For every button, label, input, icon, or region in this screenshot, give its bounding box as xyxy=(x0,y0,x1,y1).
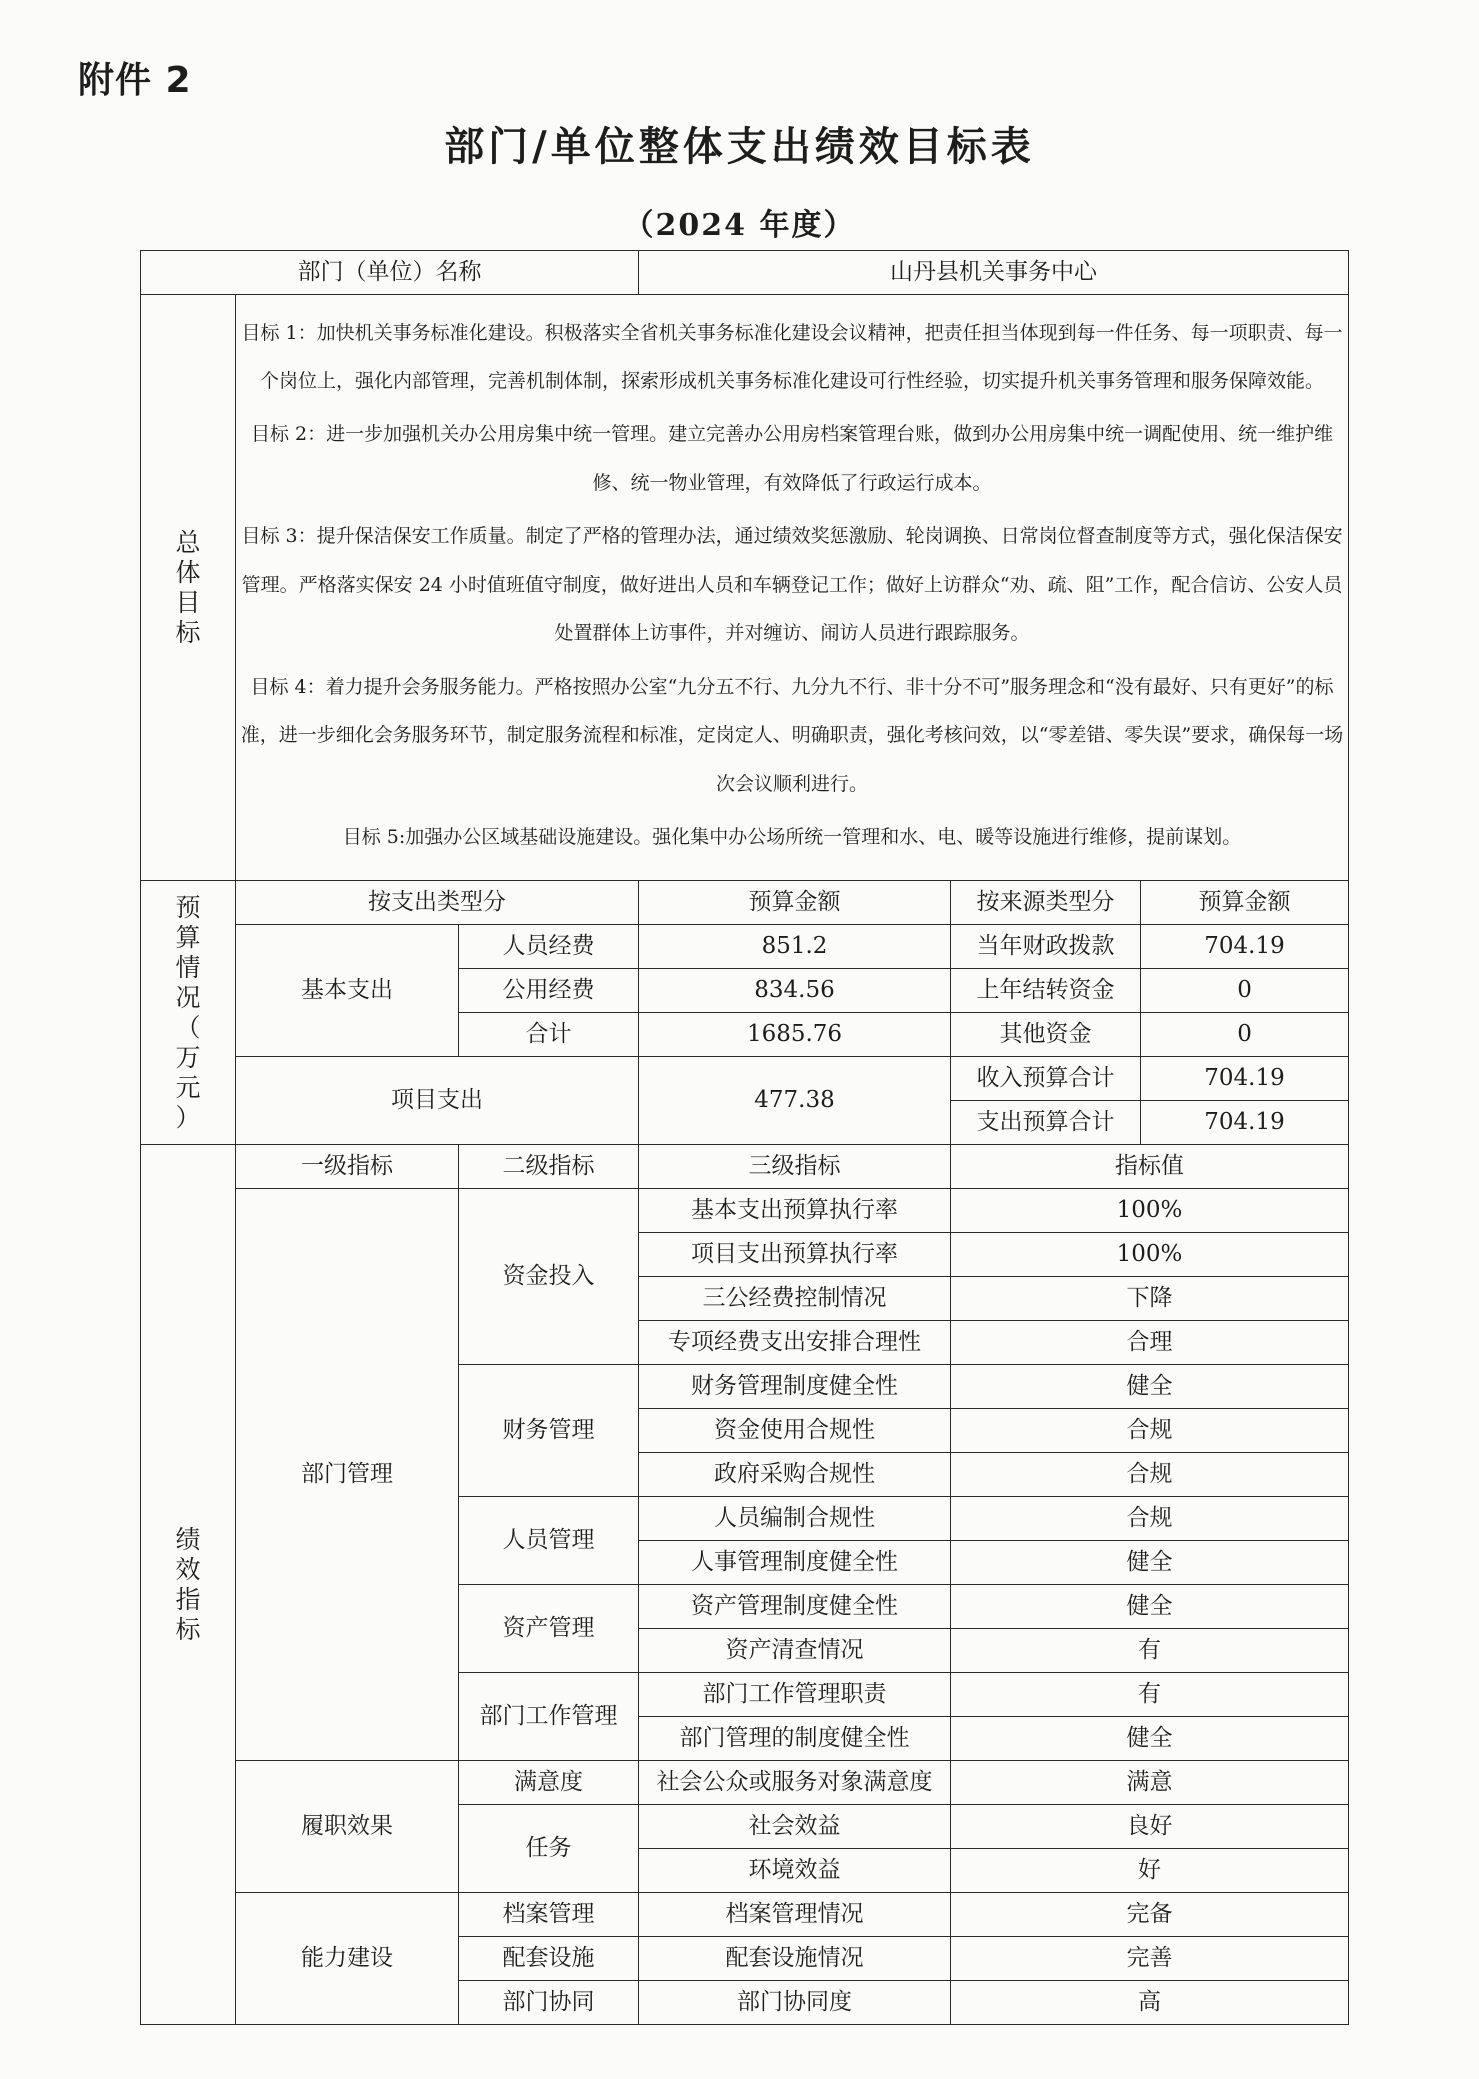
source-value: 704.19 xyxy=(1141,1101,1349,1145)
budget-col-amount: 预算金额 xyxy=(639,881,951,925)
perf-level3: 人事管理制度健全性 xyxy=(639,1541,951,1585)
perf-level3: 资金使用合规性 xyxy=(639,1409,951,1453)
goal-item: 目标 4：着力提升会务服务能力。严格按照办公室“九分五不行、九分九不行、非十分不可”服务理念和“没有最好、只有更好”的标准，进一步细化会务服务环节，制定服务流程和标准，定岗定人、明确职责，强化考核问效，以“零差错、零失误”要求，确保每一场次会议顺利进行。 xyxy=(240,675,1344,795)
perf-value: 下降 xyxy=(951,1277,1349,1321)
project-expense-label: 项目支出 xyxy=(236,1057,639,1145)
personnel-value: 851.2 xyxy=(639,925,951,969)
budget-col-by-source: 按来源类型分 xyxy=(951,881,1141,925)
section-label-char: 目 xyxy=(175,587,201,617)
budget-section-label xyxy=(141,881,236,1145)
perf-level3: 资产清查情况 xyxy=(639,1629,951,1673)
section-label-char: 总 xyxy=(175,527,201,557)
goals-row xyxy=(141,295,1349,881)
section-label-char: 算 xyxy=(175,922,201,952)
perf-row xyxy=(141,1761,1349,1805)
perf-level3: 基本支出预算执行率 xyxy=(639,1189,951,1233)
perf-header-row xyxy=(141,1145,1349,1189)
perf-level3: 财务管理制度健全性 xyxy=(639,1365,951,1409)
perf-level3: 档案管理情况 xyxy=(639,1893,951,1937)
perf-value: 100% xyxy=(951,1233,1349,1277)
source-label: 支出预算合计 xyxy=(951,1101,1141,1145)
budget-row xyxy=(141,925,1349,969)
perf-level1: 能力建设 xyxy=(236,1893,459,2025)
perf-level3: 社会公众或服务对象满意度 xyxy=(639,1761,951,1805)
perf-value: 有 xyxy=(951,1673,1349,1717)
source-label: 当年财政拨款 xyxy=(951,925,1141,969)
perf-level2: 部门工作管理 xyxy=(459,1673,639,1761)
goals-section-label xyxy=(141,295,236,881)
section-label-char: 效 xyxy=(175,1554,201,1584)
source-label: 其他资金 xyxy=(951,1013,1141,1057)
perf-level3: 部门管理的制度健全性 xyxy=(639,1717,951,1761)
subtotal-value: 1685.76 xyxy=(639,1013,951,1057)
perf-level3: 专项经费支出安排合理性 xyxy=(639,1321,951,1365)
perf-value: 好 xyxy=(951,1849,1349,1893)
goal-item: 目标 1：加快机关事务标准化建设。积极落实全省机关事务标准化建设会议精神，把责任担当体现到每一件任务、每一项职责、每一个岗位上，强化内部管理，完善机制体制，探索形成机关事务标准化建设可行性经验，切实提升机关事务管理和服务保障效能。 xyxy=(241,321,1343,393)
perf-value: 有 xyxy=(951,1629,1349,1673)
budget-col-source-amount: 预算金额 xyxy=(1141,881,1349,925)
section-label-char: 情 xyxy=(175,952,201,982)
perf-level1: 部门管理 xyxy=(236,1189,459,1761)
section-label-char: 万 xyxy=(175,1042,201,1072)
section-label-char: 标 xyxy=(175,1614,201,1644)
perf-level2: 人员管理 xyxy=(459,1497,639,1585)
perf-level2: 资金投入 xyxy=(459,1189,639,1365)
source-label: 上年结转资金 xyxy=(951,969,1141,1013)
page-title: 部门/单位整体支出绩效目标表 xyxy=(444,123,1035,170)
budget-col-by-type: 按支出类型分 xyxy=(236,881,639,925)
perf-level3: 配套设施情况 xyxy=(639,1937,951,1981)
perf-level3: 部门工作管理职责 xyxy=(639,1673,951,1717)
attachment-label: 附件 2 xyxy=(78,60,192,101)
perf-value: 健全 xyxy=(951,1717,1349,1761)
perf-value: 合理 xyxy=(951,1321,1349,1365)
perf-level3: 项目支出预算执行率 xyxy=(639,1233,951,1277)
perf-value: 高 xyxy=(951,1981,1349,2025)
goal-item: 目标 5:加强办公区域基础设施建设。强化集中办公场所统一管理和水、电、暖等设施进行维修，提前谋划。 xyxy=(342,825,1242,848)
source-value: 704.19 xyxy=(1141,925,1349,969)
perf-level3: 政府采购合规性 xyxy=(639,1453,951,1497)
perf-level2: 部门协同 xyxy=(459,1981,639,2025)
perf-value: 完备 xyxy=(951,1893,1349,1937)
section-label-char: 指 xyxy=(175,1584,201,1614)
project-expense-value: 477.38 xyxy=(639,1057,951,1145)
perf-level3: 人员编制合规性 xyxy=(639,1497,951,1541)
perf-value: 完善 xyxy=(951,1937,1349,1981)
perf-value: 健全 xyxy=(951,1585,1349,1629)
section-label-char: 况 xyxy=(175,982,201,1012)
public-label: 公用经费 xyxy=(459,969,639,1013)
perf-level2: 配套设施 xyxy=(459,1937,639,1981)
budget-row xyxy=(141,1057,1349,1101)
perf-row xyxy=(141,1893,1349,1937)
section-label-char: 元 xyxy=(175,1072,201,1102)
perf-level2: 满意度 xyxy=(459,1761,639,1805)
source-value: 0 xyxy=(1141,969,1349,1013)
perf-section-label xyxy=(141,1145,236,2025)
perf-value: 健全 xyxy=(951,1365,1349,1409)
perf-value: 合规 xyxy=(951,1497,1349,1541)
perf-level3: 环境效益 xyxy=(639,1849,951,1893)
perf-level2: 任务 xyxy=(459,1805,639,1893)
perf-value: 合规 xyxy=(951,1409,1349,1453)
perf-level2: 档案管理 xyxy=(459,1893,639,1937)
basic-expense-label: 基本支出 xyxy=(236,925,459,1057)
perf-value: 满意 xyxy=(951,1761,1349,1805)
public-value: 834.56 xyxy=(639,969,951,1013)
perf-value: 良好 xyxy=(951,1805,1349,1849)
section-label-char: 标 xyxy=(175,617,201,647)
section-label-char: （ xyxy=(175,1012,201,1042)
source-value: 0 xyxy=(1141,1013,1349,1057)
perf-value: 健全 xyxy=(951,1541,1349,1585)
performance-target-table xyxy=(140,250,1349,2025)
perf-col-value: 指标值 xyxy=(951,1145,1349,1189)
personnel-label: 人员经费 xyxy=(459,925,639,969)
section-label-char: 体 xyxy=(175,557,201,587)
year-subtitle: （2024 年度） xyxy=(623,208,856,243)
goals-text xyxy=(236,295,1349,881)
goal-item: 目标 2：进一步加强机关办公用房集中统一管理。建立完善办公用房档案管理台账，做到办公用房集中统一调配使用、统一维护维修、统一物业管理，有效降低了行政运行成本。 xyxy=(250,423,1334,494)
perf-level3: 社会效益 xyxy=(639,1805,951,1849)
perf-level3: 部门协同度 xyxy=(639,1981,951,2025)
perf-row xyxy=(141,1189,1349,1233)
perf-value: 100% xyxy=(951,1189,1349,1233)
perf-level2: 资产管理 xyxy=(459,1585,639,1673)
perf-col-level3: 三级指标 xyxy=(639,1145,951,1189)
perf-col-level2: 二级指标 xyxy=(459,1145,639,1189)
dept-value: 山丹县机关事务中心 xyxy=(639,251,1349,295)
source-label: 收入预算合计 xyxy=(951,1057,1141,1101)
subtotal-label: 合计 xyxy=(459,1013,639,1057)
perf-level3: 资产管理制度健全性 xyxy=(639,1585,951,1629)
dept-row xyxy=(141,251,1349,295)
goal-item: 目标 3：提升保洁保安工作质量。制定了严格的管理办法，通过绩效奖惩激励、轮岗调换、日常岗位督查制度等方式，强化保洁保安管理。严格落实保安 24 小时值班值守制度，做好进出人员和车辆登记工作；做好上访群众“劝、疏、阻”工作，配合信访、公安人员处置群体上访事件，并对缠访、闹访人员进行跟踪服务。 xyxy=(241,525,1343,645)
section-label-char: 预 xyxy=(175,892,201,922)
perf-level1: 履职效果 xyxy=(236,1761,459,1893)
perf-level3: 三公经费控制情况 xyxy=(639,1277,951,1321)
dept-label: 部门（单位）名称 xyxy=(141,251,639,295)
perf-col-level1: 一级指标 xyxy=(236,1145,459,1189)
section-label-char: 绩 xyxy=(175,1524,201,1554)
source-value: 704.19 xyxy=(1141,1057,1349,1101)
perf-value: 合规 xyxy=(951,1453,1349,1497)
budget-header-row xyxy=(141,881,1349,925)
perf-level2: 财务管理 xyxy=(459,1365,639,1497)
section-label-char: ） xyxy=(175,1102,201,1132)
